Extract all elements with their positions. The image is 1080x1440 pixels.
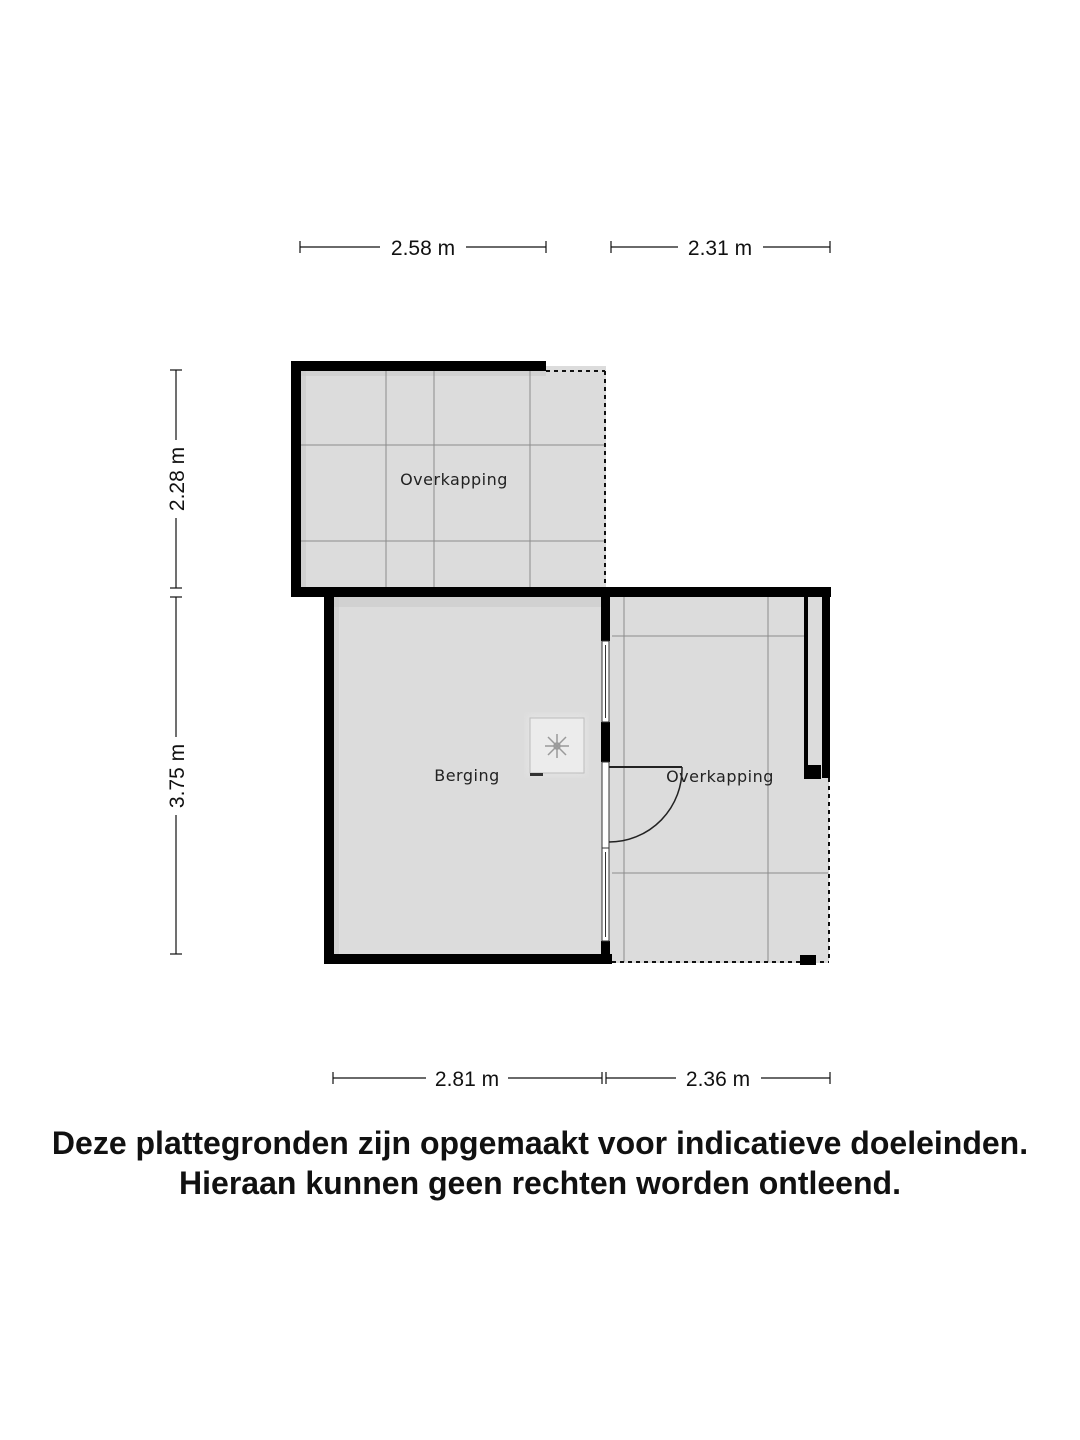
room-label-upper-overkapping: Overkapping [400,470,508,489]
dim-bottom-right: 2.36 m [685,1068,751,1091]
disclaimer [0,1123,1080,1203]
dim-top-left: 2.58 m [390,237,456,260]
disclaimer-line-2: Hieraan kunnen geen rechten worden ontleend. [179,1165,901,1201]
dim-top-right: 2.31 m [687,237,753,260]
dim-left-upper: 2.28 m [166,446,189,512]
room-label-right-overkapping: Overkapping [666,767,774,786]
heater-unit [527,715,586,776]
fan-icon [545,734,569,758]
room-label-berging: Berging [434,766,500,785]
disclaimer-line-1: Deze plattegronden zijn opgemaakt voor indicatieve doeleinden. [51,1125,1029,1161]
dim-bottom-left: 2.81 m [434,1068,500,1091]
dim-left-lower: 3.75 m [166,743,189,809]
